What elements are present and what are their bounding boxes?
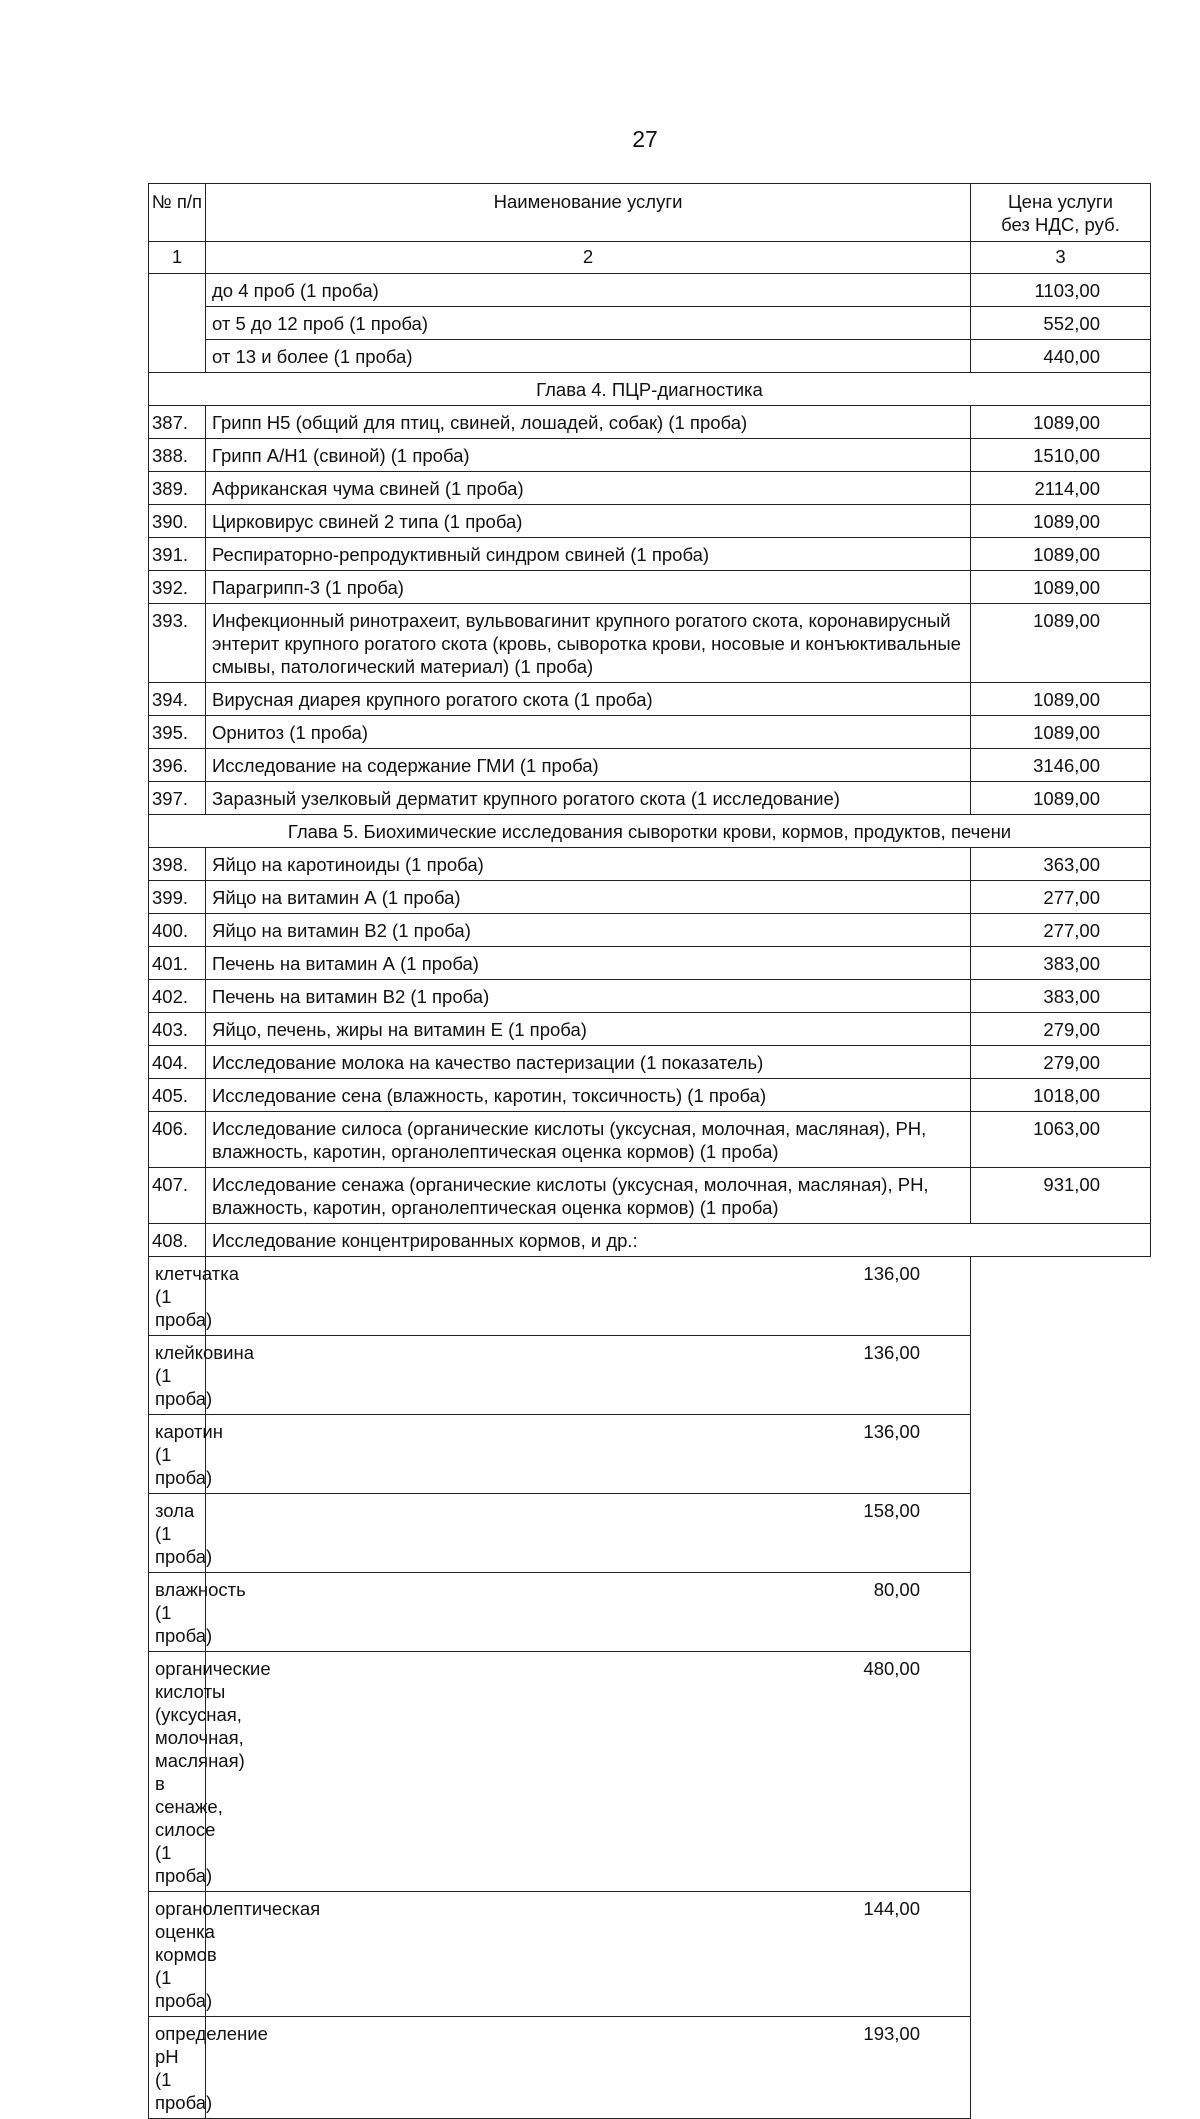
row-price: 1089,00 (971, 406, 1151, 439)
row-number: 399. (149, 881, 206, 914)
row-price: 1089,00 (971, 538, 1151, 571)
row-number: 395. (149, 716, 206, 749)
row-name: клейковина (1 проба) (149, 1336, 206, 1415)
table-row (149, 472, 1151, 505)
row-price: 1089,00 (971, 683, 1151, 716)
chapter-5-title: Глава 5. Биохимические исследования сыворотки крови, кормов, продуктов, печени (149, 815, 1151, 848)
row-number: 402. (149, 980, 206, 1013)
table-row (149, 1257, 1151, 1336)
row-name: Грипп А/Н1 (свиной) (1 проба) (206, 439, 971, 472)
row-name: Исследование сенажа (органические кислоты (уксусная, молочная, масляная), PH, влажность, каротин, органолептическая оценка кормов) (1 проба) (206, 1168, 971, 1224)
row-price: 279,00 (971, 1046, 1151, 1079)
table-row (149, 1224, 1151, 1257)
row-price: 1063,00 (971, 1112, 1151, 1168)
price-table (148, 183, 1151, 2119)
row-price: 144,00 (206, 1892, 971, 2017)
column-number-1: 1 (149, 242, 206, 274)
table-row (149, 274, 1151, 307)
row-price: 80,00 (206, 1573, 971, 1652)
table-row (149, 1336, 1151, 1415)
row-price: 383,00 (971, 980, 1151, 1013)
row-name: органические кислоты (уксусная, молочная, масляная) в сенаже, силосе (1 проба) (149, 1652, 206, 1892)
table-row (149, 848, 1151, 881)
table-row (149, 604, 1151, 683)
row-name: Исследование сена (влажность, каротин, токсичность) (1 проба) (206, 1079, 971, 1112)
row-name: Респираторно-репродуктивный синдром свиней (1 проба) (206, 538, 971, 571)
row-name: определение pH (1 проба) (149, 2017, 206, 2119)
row-name: клетчатка (1 проба) (149, 1257, 206, 1336)
table-row (149, 683, 1151, 716)
row-number: 404. (149, 1046, 206, 1079)
row-price: 3146,00 (971, 749, 1151, 782)
row-name: Орнитоз (1 проба) (206, 716, 971, 749)
table-row (149, 1494, 1151, 1573)
row-price: 158,00 (206, 1494, 971, 1573)
header-col-price-line1: Цена услуги (1007, 191, 1114, 212)
row-number: 408. (149, 1224, 206, 1257)
table-row (149, 1112, 1151, 1168)
table-row (149, 538, 1151, 571)
column-number-row (149, 242, 1151, 274)
row-number: 396. (149, 749, 206, 782)
chapter-4-rows (149, 406, 1151, 815)
row-number: 400. (149, 914, 206, 947)
row-name: Яйцо на витамин А (1 проба) (206, 881, 971, 914)
row-number: 394. (149, 683, 206, 716)
row-name: Африканская чума свиней (1 проба) (206, 472, 971, 505)
table-row (149, 1046, 1151, 1079)
table-row (149, 1892, 1151, 2017)
table-row (149, 1652, 1151, 1892)
row-number: 390. (149, 505, 206, 538)
row-number: 393. (149, 604, 206, 683)
row-price: 136,00 (206, 1415, 971, 1494)
row-number: 406. (149, 1112, 206, 1168)
row-price: 193,00 (206, 2017, 971, 2119)
row-name: каротин (1 проба) (149, 1415, 206, 1494)
row-name: Яйцо на витамин В2 (1 проба) (206, 914, 971, 947)
item-408-subrows (149, 1257, 1151, 2119)
table-row (149, 1573, 1151, 1652)
row-name: зола (1 проба) (149, 1494, 206, 1573)
table-row (149, 406, 1151, 439)
row-price: 1089,00 (971, 716, 1151, 749)
row-name: Яйцо, печень, жиры на витамин Е (1 проба) (206, 1013, 971, 1046)
row-name: от 5 до 12 проб (1 проба) (206, 307, 971, 340)
row-price: 440,00 (971, 340, 1151, 373)
row-number: 388. (149, 439, 206, 472)
empty-num-cell (149, 274, 206, 373)
table-row (149, 307, 1151, 340)
row-name: органолептическая оценка кормов (1 проба) (149, 1892, 206, 2017)
row-name: Заразный узелковый дерматит крупного рогатого скота (1 исследование) (206, 782, 971, 815)
row-number: 389. (149, 472, 206, 505)
row-number: 401. (149, 947, 206, 980)
table-row (149, 1415, 1151, 1494)
row-price: 1103,00 (971, 274, 1151, 307)
row-price: 279,00 (971, 1013, 1151, 1046)
chapter-5-rows (149, 848, 1151, 1224)
row-price: 277,00 (971, 881, 1151, 914)
page-number: 27 (632, 126, 658, 152)
row-name: Исследование на содержание ГМИ (1 проба) (206, 749, 971, 782)
table-row (149, 980, 1151, 1013)
row-price: 480,00 (206, 1652, 971, 1892)
header-col-price-line2: без НДС, руб. (1001, 214, 1120, 235)
row-name: Исследование концентрированных кормов, и др.: (206, 1224, 1151, 1257)
row-name: влажность (1 проба) (149, 1573, 206, 1652)
row-number: 407. (149, 1168, 206, 1224)
row-number: 392. (149, 571, 206, 604)
row-price: 136,00 (206, 1336, 971, 1415)
row-name: Исследование молока на качество пастеризации (1 показатель) (206, 1046, 971, 1079)
column-number-3: 3 (971, 242, 1151, 274)
row-price: 931,00 (971, 1168, 1151, 1224)
row-price: 277,00 (971, 914, 1151, 947)
row-price: 383,00 (971, 947, 1151, 980)
row-price: 1089,00 (971, 782, 1151, 815)
table-row (149, 571, 1151, 604)
header-col-name: Наименование услуги (206, 184, 971, 242)
row-price: 1510,00 (971, 439, 1151, 472)
row-number: 387. (149, 406, 206, 439)
row-name: от 13 и более (1 проба) (206, 340, 971, 373)
row-number: 398. (149, 848, 206, 881)
column-number-2: 2 (206, 242, 971, 274)
chapter-heading-row (149, 815, 1151, 848)
table-row (149, 947, 1151, 980)
row-name: Парагрипп-3 (1 проба) (206, 571, 971, 604)
table-row (149, 2017, 1151, 2119)
chapter-heading-row (149, 373, 1151, 406)
row-price: 136,00 (206, 1257, 971, 1336)
table-header-row (149, 184, 1151, 242)
row-price: 552,00 (971, 307, 1151, 340)
table-row (149, 340, 1151, 373)
row-number: 405. (149, 1079, 206, 1112)
table-row (149, 1013, 1151, 1046)
table-row (149, 749, 1151, 782)
table-row (149, 716, 1151, 749)
table-row (149, 782, 1151, 815)
chapter-4-title: Глава 4. ПЦР-диагностика (149, 373, 1151, 406)
row-price: 2114,00 (971, 472, 1151, 505)
table-row (149, 439, 1151, 472)
header-col-num: № п/п (149, 184, 206, 242)
row-number: 397. (149, 782, 206, 815)
row-name: Печень на витамин В2 (1 проба) (206, 980, 971, 1013)
row-name: Инфекционный ринотрахеит, вульвовагинит крупного рогатого скота, коронавирусный энтерит крупного рогатого скота (кровь, сыворотка крови, носовые и конъюктивальные смывы, патологический материал) (1 проба) (206, 604, 971, 683)
table-row (149, 1168, 1151, 1224)
row-name: Грипп Н5 (общий для птиц, свиней, лошадей, собак) (1 проба) (206, 406, 971, 439)
table-row (149, 914, 1151, 947)
row-number: 391. (149, 538, 206, 571)
row-name: до 4 проб (1 проба) (206, 274, 971, 307)
table-row (149, 881, 1151, 914)
row-name: Яйцо на каротиноиды (1 проба) (206, 848, 971, 881)
row-price: 1089,00 (971, 505, 1151, 538)
row-price: 1018,00 (971, 1079, 1151, 1112)
row-name: Вирусная диарея крупного рогатого скота (1 проба) (206, 683, 971, 716)
row-price: 1089,00 (971, 571, 1151, 604)
header-col-price (971, 184, 1151, 242)
row-name: Цирковирус свиней 2 типа (1 проба) (206, 505, 971, 538)
table-row (149, 505, 1151, 538)
row-name: Исследование силоса (органические кислоты (уксусная, молочная, масляная), PH, влажность, каротин, органолептическая оценка кормов) (1 проба) (206, 1112, 971, 1168)
row-number: 403. (149, 1013, 206, 1046)
table-row (149, 1079, 1151, 1112)
row-price: 363,00 (971, 848, 1151, 881)
row-price: 1089,00 (971, 604, 1151, 683)
row-name: Печень на витамин А (1 проба) (206, 947, 971, 980)
